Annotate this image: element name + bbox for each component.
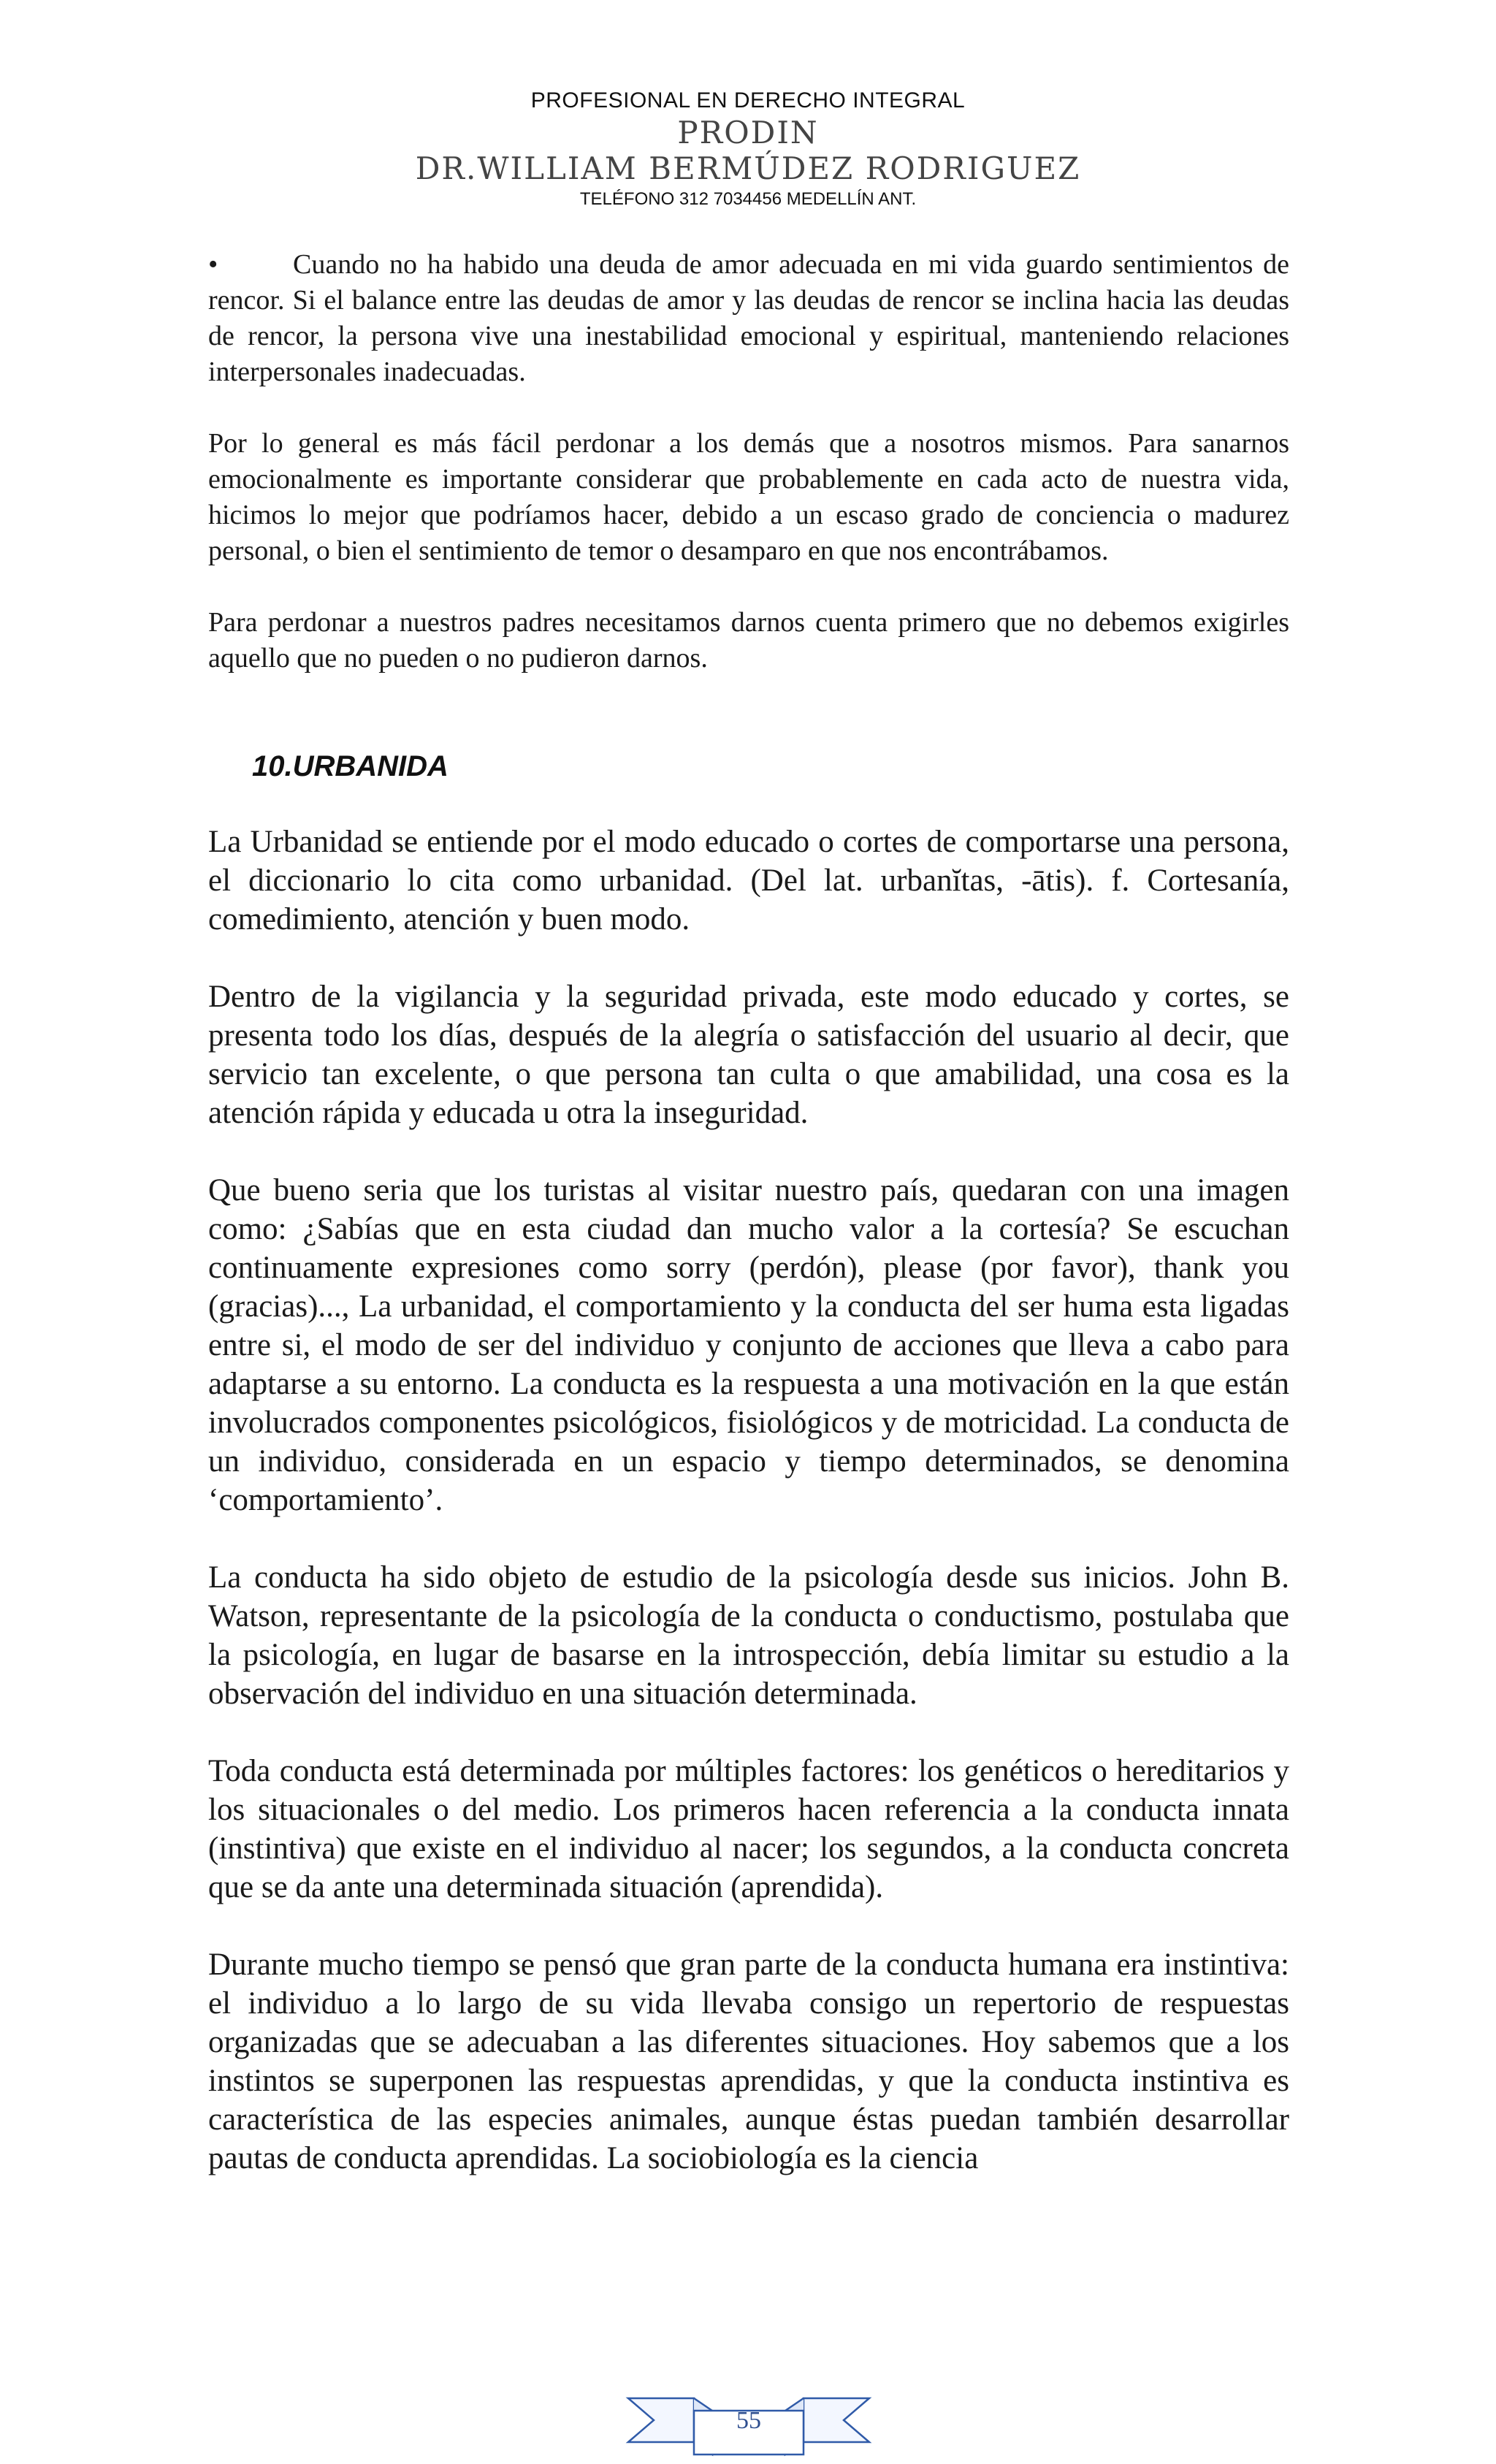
paragraph-parents: Para perdonar a nuestros padres necesitamos darnos cuenta primero que no debemos exigirles aquello que no pueden o no pudieron darnos. [208,607,1289,674]
paragraph-turistas: Que bueno seria que los turistas al visitar nuestro país, quedaran con una imagen como: ¿Sabías que en esta ciudad dan mucho valor a la cortesía? Se escuchan continuamente expresiones como sorry (perdón), please (por favor), thank you (gracias)..., La urbanidad, el comportamiento y la conducta del ser huma esta ligadas entre si, el modo de ser del individuo y conjunto de acciones que lleva a cabo para adaptarse a su entorno. La conducta es la respuesta a una motivación en la que están involucrados componentes psicológicos, fisiológicos y de motricidad. La conducta de un individuo, considerada en un espacio y tiempo determinados, se denomina ‘comportamiento’. [208,1173,1289,1517]
paragraph-watson: La conducta ha sido objeto de estudio de la psicología desde sus inicios. John B. Watson, representante de la psicología de la conducta o conductismo, postulaba que la psicología, en lugar de basarse en la introspección, debía limitar su estudio a la observación del individuo en una situación determinada. [208,1560,1289,1711]
bullet-paragraph [208,247,1289,390]
page-number-ribbon [625,2387,873,2460]
header-acronym: PRODIN [677,115,819,150]
section-heading: 10.URBANIDA [252,750,449,782]
bullet-icon: • [208,249,218,280]
page-header [0,86,1496,212]
header-contact: TELÉFONO 312 7034456 MEDELLÍN ANT. [579,189,917,209]
page-body [208,247,1289,2178]
paragraph-urbanidad-definition: La Urbanidad se entiende por el modo educado o cortes de comportarse una persona, el diccionario lo cita como urbanidad. (Del lat. urbanĭtas, -ātis). f. Cortesanía, comedimiento, atención y buen modo. [208,825,1289,937]
paragraph-forgiveness: Por lo general es más fácil perdonar a los demás que a nosotros mismos. Para sanarnos emocionalmente es importante considerar que probablemente en cada acto de nuestra vida, hicimos lo mejor que podríamos hacer, debido a un escaso grado de conciencia o madurez personal, o bien el sentimiento de temor o desamparo en que nos encontrábamos. [208,428,1289,566]
paragraph-instintiva: Durante mucho tiempo se pensó que gran parte de la conducta humana era instintiva: el individuo a lo largo de su vida llevaba consigo un repertorio de respuestas organizadas que se adecuaban a las diferentes situaciones. Hoy sabemos que a los instintos se superponen las respuestas aprendidas, y que la conducta instintiva es característica de las especies animales, aunque éstas puedan también desarrollar pautas de conducta aprendidas. La sociobiología es la ciencia [208,1948,1289,2175]
header-organization: PROFESIONAL EN DERECHO INTEGRAL [530,88,966,112]
bullet-text: Cuando no ha habido una deuda de amor adecuada en mi vida guardo sentimientos de rencor. Si el balance entre las deudas de amor y las deudas de rencor se inclina hacia las deudas de rencor, la persona vive una inestabilidad emocional y espiritual, manteniendo relaciones interpersonales inadecuadas. [208,249,1289,387]
header-author: DR.WILLIAM BERMÚDEZ RODRIGUEZ [415,150,1081,186]
page-number: 55 [736,2407,761,2434]
paragraph-factores: Toda conducta está determinada por múltiples factores: los genéticos o hereditarios y los situacionales o del medio. Los primeros hacen referencia a la conducta innata (instintiva) que existe en el individuo al nacer; los segundos, a la conducta concreta que se da ante una determinada situación (aprendida). [208,1754,1289,1904]
paragraph-vigilancia: Dentro de la vigilancia y la seguridad privada, este modo educado y cortes, se presenta todo los días, después de la alegría o satisfacción del usuario al decir, que servicio tan excelente, o que persona tan culta o que amabilidad, una cosa es la atención rápida y educada u otra la inseguridad. [208,980,1289,1130]
